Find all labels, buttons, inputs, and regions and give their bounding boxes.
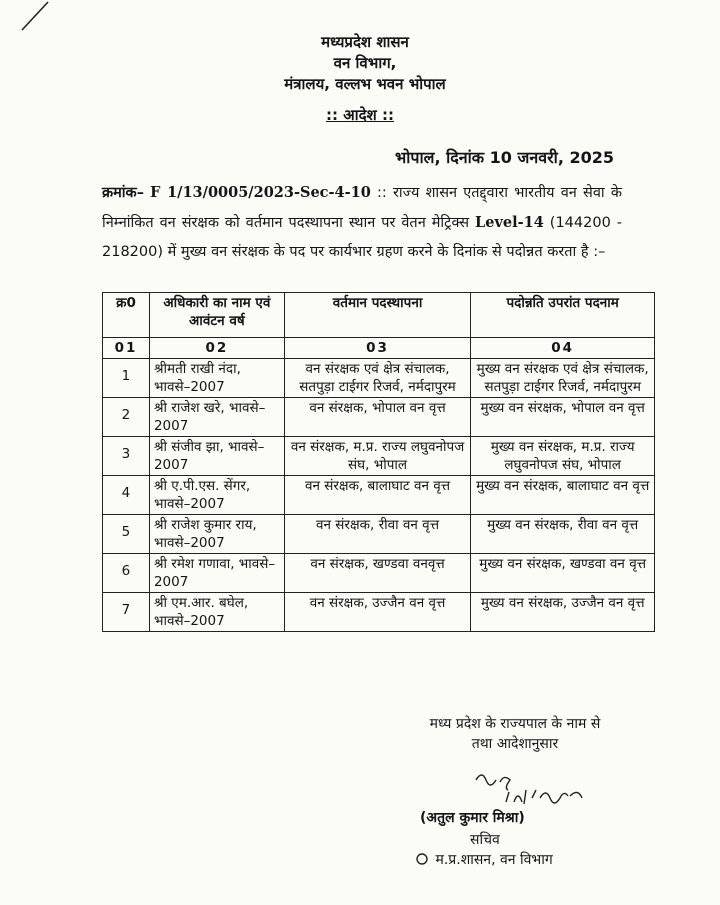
pay-level: Level-14 (475, 214, 544, 231)
col-num-3: 03 (284, 338, 471, 359)
order-date: भोपाल, दिनांक 10 जनवरी, 2025 (395, 148, 614, 167)
order-text-1: :: राज्य शासन एतद्द्वारा भारतीय वन सेवा के निम्नांकित वन संरक्षक को वर्तमान पदस्थापना स्थान पर वेतन मेट्रिक्स (102, 185, 623, 231)
current-posting-cell: वन संरक्षक, बालाघाट वन वृत्त (284, 476, 471, 515)
table-row (103, 359, 655, 398)
header-promoted-post: पदोन्नति उपरांत पदनाम (471, 293, 655, 338)
table-row (103, 398, 655, 437)
serial-cell: 2 (103, 398, 150, 437)
table-row (103, 593, 655, 632)
serial-cell: 7 (103, 593, 150, 632)
serial-cell: 6 (103, 554, 150, 593)
promoted-post-cell: मुख्य वन संरक्षक, बालाघाट वन वृत्त (471, 476, 655, 515)
order-paragraph (102, 178, 622, 267)
initial-mark (415, 852, 429, 866)
promoted-post-cell: मुख्य वन संरक्षक, रीवा वन वृत्त (471, 515, 655, 554)
order-title: :: आदेश :: (326, 106, 394, 124)
promoted-post-cell: मुख्य वन संरक्षक, खण्डवा वन वृत्त (471, 554, 655, 593)
officer-cell: श्री संजीव झा, भावसे–2007 (149, 437, 284, 476)
current-posting-cell: वन संरक्षक, रीवा वन वृत्त (284, 515, 471, 554)
promoted-post-cell: मुख्य वन संरक्षक, उज्जैन वन वृत्त (471, 593, 655, 632)
promoted-post-cell: मुख्य वन संरक्षक, म.प्र. राज्य लघुवनोपज संघ, भोपाल (471, 437, 655, 476)
serial-cell: 3 (103, 437, 150, 476)
authority-line-2: तथा आदेशानुसार (471, 736, 559, 752)
officer-cell: श्री एम.आर. बघेल, भावसे–2007 (149, 593, 284, 632)
header-officer: अधिकारी का नाम एवं आवंटन वर्ष (149, 293, 284, 338)
column-number-row (103, 338, 655, 359)
current-posting-cell: वन संरक्षक, उज्जैन वन वृत्त (284, 593, 471, 632)
authority-line-1: मध्य प्रदेश के राज्यपाल के नाम से (429, 716, 601, 732)
government-name: मध्यप्रदेश शासन (321, 33, 409, 51)
letterhead (0, 32, 720, 95)
serial-cell: 4 (103, 476, 150, 515)
header-current-posting: वर्तमान पदस्थापना (284, 293, 471, 338)
officer-cell: श्री राजेश खरे, भावसे–2007 (149, 398, 284, 437)
header-serial: क्र0 (103, 293, 150, 338)
signer-designation: सचिव (470, 832, 500, 848)
ministry-address: मंत्रालय, वल्लभ भवन भोपाल (284, 75, 446, 93)
department-name: वन विभाग, (333, 54, 397, 72)
current-posting-cell: वन संरक्षक, खण्डवा वनवृत्त (284, 554, 471, 593)
authority-line (400, 714, 630, 754)
table-row (103, 554, 655, 593)
col-num-1: 01 (103, 338, 150, 359)
serial-cell: 5 (103, 515, 150, 554)
current-posting-cell: वन संरक्षक, म.प्र. राज्य लघुवनोपज संघ, भोपाल (284, 437, 471, 476)
table-header-row (103, 293, 655, 338)
current-posting-cell: वन संरक्षक, भोपाल वन वृत्त (284, 398, 471, 437)
officer-cell: श्री ए.पी.एस. सेंगर, भावसे–2007 (149, 476, 284, 515)
promoted-post-cell: मुख्य वन संरक्षक एवं क्षेत्र संचालक, सतपुड़ा टाईगर रिजर्व, नर्मदापुरम (471, 359, 655, 398)
order-text-2: (144200 - 218200) में मुख्य वन संरक्षक के पद पर कार्यभार ग्रहण करने के दिनांक से पदोन्नत करता है :– (102, 215, 623, 260)
officer-cell: श्री रमेश गणावा, भावसे–2007 (149, 554, 284, 593)
officer-cell: श्री राजेश कुमार राय, भावसे–2007 (149, 515, 284, 554)
serial-cell: 1 (103, 359, 150, 398)
col-num-2: 02 (149, 338, 284, 359)
order-label: क्रमांक– (102, 184, 144, 201)
order-number: F 1/13/0005/2023-Sec-4-10 (150, 184, 371, 201)
table-row (103, 476, 655, 515)
col-num-4: 04 (471, 338, 655, 359)
signer-name: (अतुल कुमार मिश्रा) (420, 810, 525, 826)
promoted-post-cell: मुख्य वन संरक्षक, भोपाल वन वृत्त (471, 398, 655, 437)
signer-department: म.प्र.शासन, वन विभाग (415, 850, 553, 869)
table-row (103, 437, 655, 476)
table-row (103, 515, 655, 554)
handwritten-signature (470, 768, 600, 812)
current-posting-cell: वन संरक्षक एवं क्षेत्र संचालक, सतपुड़ा टाईगर रिजर्व, नर्मदापुरम (284, 359, 471, 398)
officer-cell: श्रीमती राखी नंदा, भावसे–2007 (149, 359, 284, 398)
promotion-table (102, 292, 655, 632)
